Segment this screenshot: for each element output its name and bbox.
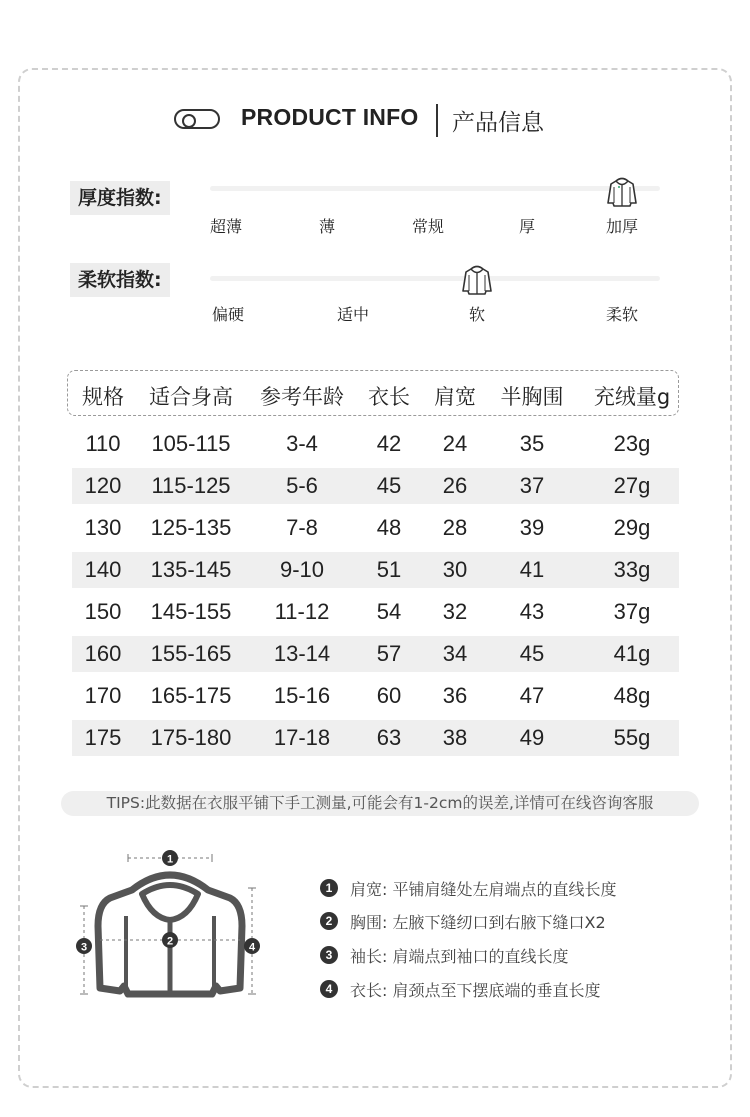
note-key: 肩宽: [350, 880, 388, 899]
jacket-measurement-diagram [70, 838, 270, 1008]
table-cell: 23g [613, 431, 651, 456]
table-cell: 42 [376, 431, 402, 456]
toggle-icon [174, 109, 220, 129]
table-header-cell: 半胸围 [500, 385, 564, 409]
table-cell: 170 [84, 683, 122, 708]
table-cell: 51 [376, 557, 402, 582]
note-line [350, 910, 606, 933]
table-cell: 41g [613, 641, 651, 666]
diagram-marker: 2 [166, 935, 174, 948]
table-cell: 7-8 [286, 515, 318, 540]
table-cell: 110 [85, 431, 121, 456]
thickness-level-selected: 加厚 [605, 217, 638, 236]
jacket-marker-icon [605, 175, 639, 209]
note-description: 平铺肩缝处左肩端点的直线长度 [392, 880, 617, 899]
note-line [350, 877, 617, 900]
table-cell: 54 [376, 599, 402, 624]
note-number: 1 [320, 879, 338, 897]
table-cell: 39 [519, 515, 545, 540]
table-cell: 33g [613, 557, 651, 582]
table-cell: 36 [442, 683, 468, 708]
table-cell: 48 [376, 515, 402, 540]
thickness-scale [210, 186, 660, 191]
note-description: 肩端点到袖口的直线长度 [392, 947, 569, 966]
table-cell: 140 [84, 557, 122, 582]
thickness-label: 厚度指数: [70, 181, 170, 215]
table-cell: 37 [519, 473, 545, 498]
note-key: 袖长: [350, 947, 388, 966]
table-cell: 55g [613, 725, 651, 750]
softness-label: 柔软指数: [70, 263, 170, 297]
table-cell: 49 [519, 725, 545, 750]
thickness-level: 超薄 [209, 217, 242, 236]
softness-level-selected: 软 [468, 305, 485, 324]
note-line [350, 978, 601, 1001]
table-cell: 27g [613, 473, 651, 498]
table-header-cell: 适合身高 [149, 385, 233, 409]
table-cell: 43 [519, 599, 545, 624]
table-cell: 45 [519, 641, 545, 666]
table-cell: 105-115 [151, 431, 231, 456]
table-cell: 47 [519, 683, 545, 708]
table-cell: 63 [376, 725, 402, 750]
table-cell: 13-14 [273, 641, 331, 666]
table-cell: 130 [84, 515, 122, 540]
table-cell: 37g [613, 599, 651, 624]
table-cell: 45 [376, 473, 402, 498]
table-cell: 24 [442, 431, 468, 456]
thickness-level: 常规 [411, 217, 444, 236]
table-cell: 32 [442, 599, 468, 624]
softness-level: 柔软 [605, 305, 638, 324]
table-cell: 15-16 [273, 683, 331, 708]
table-cell: 38 [442, 725, 468, 750]
table-cell: 9-10 [279, 557, 325, 582]
table-header-cell: 充绒量g [593, 385, 671, 409]
table-cell: 30 [442, 557, 468, 582]
table-header-cell: 规格 [82, 385, 124, 409]
table-cell: 165-175 [150, 683, 232, 708]
table-header-cell: 肩宽 [434, 385, 476, 409]
table-cell: 35 [519, 431, 545, 456]
table-cell: 175 [84, 725, 122, 750]
table-cell: 41 [519, 557, 545, 582]
table-header-cell: 衣长 [368, 385, 410, 409]
table-cell: 34 [442, 641, 468, 666]
table-cell: 11-12 [274, 599, 330, 624]
note-line [350, 944, 569, 967]
table-cell: 5-6 [286, 473, 318, 498]
thickness-level: 薄 [318, 217, 335, 236]
table-cell: 57 [376, 641, 402, 666]
thickness-level: 厚 [518, 217, 535, 236]
table-cell: 115-125 [151, 473, 231, 498]
table-cell: 29g [613, 515, 651, 540]
table-cell: 26 [442, 473, 468, 498]
note-key: 胸围: [350, 913, 388, 932]
table-cell: 160 [84, 641, 122, 666]
table-cell: 3-4 [286, 431, 318, 456]
table-header-cell: 参考年龄 [260, 385, 344, 409]
note-key: 衣长: [350, 981, 388, 1000]
table-cell: 28 [442, 515, 468, 540]
softness-scale [210, 276, 660, 281]
table-cell: 150 [84, 599, 122, 624]
softness-level: 偏硬 [211, 305, 244, 324]
table-cell: 175-180 [150, 725, 232, 750]
tips-text: TIPS:此数据在衣服平铺下手工测量,可能会有1-2cm的误差,详情可在线咨询客服 [61, 791, 699, 816]
table-cell: 125-135 [150, 515, 232, 540]
softness-level: 适中 [336, 305, 369, 324]
title-divider [436, 104, 438, 137]
note-number: 3 [320, 946, 338, 964]
table-cell: 145-155 [150, 599, 232, 624]
table-cell: 155-165 [150, 641, 232, 666]
diagram-marker: 4 [248, 941, 256, 954]
table-cell: 120 [84, 473, 122, 498]
table-cell: 48g [613, 683, 651, 708]
table-cell: 135-145 [150, 557, 232, 582]
table-cell: 17-18 [273, 725, 331, 750]
diagram-marker: 3 [80, 941, 88, 954]
table-cell: 60 [376, 683, 402, 708]
title-chinese: 产品信息 [452, 110, 544, 136]
note-number: 4 [320, 980, 338, 998]
note-description: 肩颈点至下摆底端的垂直长度 [392, 981, 601, 1000]
note-number: 2 [320, 912, 338, 930]
title-english: PRODUCT INFO [241, 104, 419, 130]
jacket-marker-icon [460, 263, 494, 297]
note-description: 左腋下缝纫口到右腋下缝口X2 [392, 913, 606, 932]
diagram-marker: 1 [166, 853, 174, 866]
